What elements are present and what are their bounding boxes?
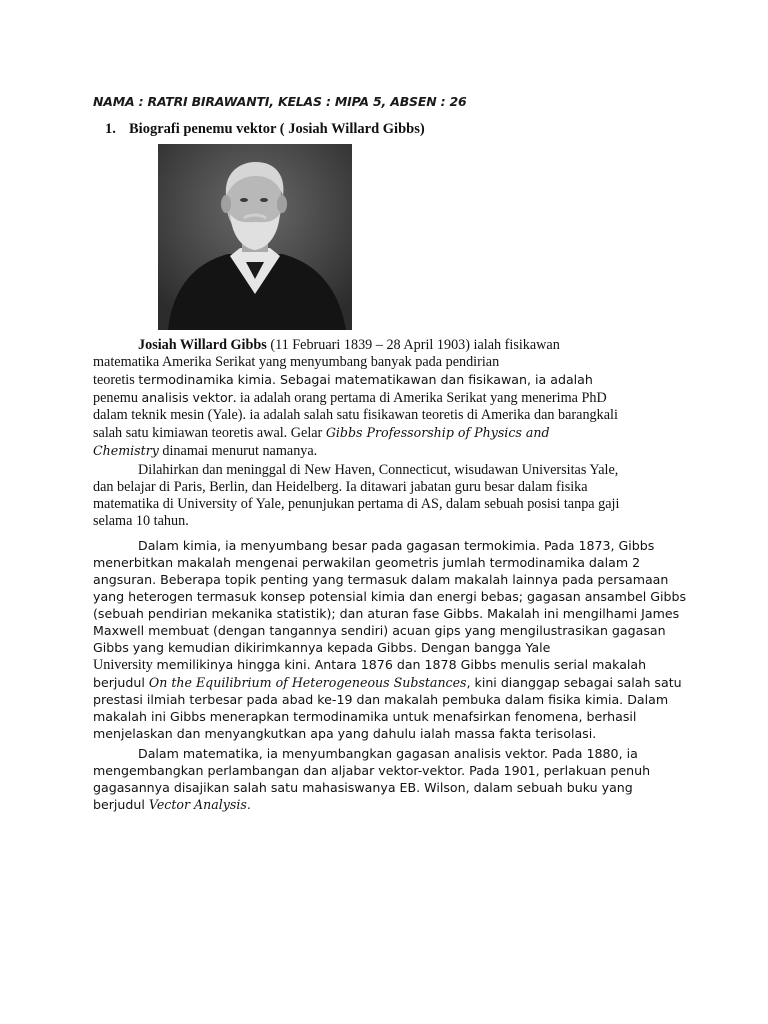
paragraph-3: Dalam kimia, ia menyumbang besar pada gagasan termokimia. Pada 1873, Gibbs menerbitkan makalah mengenai perwakilan geometris jumlah termodinamika dalam 2 angsuran. Beberapa topik penting yang termasuk dalam makalah lainnya pada persamaan yang heterogen termasuk konsep potensial kimia dan energi bebas; gagasan ansambel Gibbs (sebuah pendirian mekanika statistik); dan aturan fase Gibbs. Makalah ini mengilhami James Maxwell membuat (dengan tangannya sendiri) acuan gips yang mengilustrasikan gagasan Gibbs yang kemudian dikirimkannya kepada Gibbs. Dengan bangga Yale University memilikinya hingga kini. Antara 1876 dan 1878 Gibbs menulis serial makalah berjudul On the Equilibrium of Heterogeneous Substances, kini dianggap sebagai salah satu prestasi ilmiah terbesar pada abad ke-19 dan makalah pembuka dalam fisika kimia. Dalam makalah ini Gibbs menerapkan termodinamika untuk menafsirkan fenomena, berhasil menjelaskan dan menyangkutkan apa yang dahulu ialah massa fakta terisolasi.	[93, 538, 687, 741]
heading-text: Biografi penemu vektor ( Josiah Willard Gibbs)	[129, 121, 425, 137]
link-analisis-vektor: analisis vektor	[141, 390, 233, 405]
name-bold: Josiah Willard Gibbs	[138, 337, 267, 353]
paragraph-1: Josiah Willard Gibbs (11 Februari 1839 – 28 April 1903) ialah fisikawan matematika Amerika Serikat yang menyumbang banyak pada pendirian teoretis termodinamika kimia. Sebagai matematikawan dan fisikawan, ia adalah penemu analisis vektor. ia adalah orang pertama di Amerika Serikat yang menerima PhD dalam teknik mesin (Yale). ia adalah salah satu fisikawan teoretis di Amerika dan barangkali salah satu kimiawan teoretis awal. Gelar Gibbs Professorship of Physics and Chemistry dinamai menurut namanya.	[93, 337, 618, 459]
student-info-header: NAMA : RATRI BIRAWANTI, KELAS : MIPA 5, ABSEN : 26	[93, 94, 467, 109]
section-heading	[105, 121, 425, 138]
paragraph-2: Dilahirkan dan meninggal di New Haven, Connecticut, wisudawan Universitas Yale, dan belajar di Paris, Berlin, dan Heidelberg. Ia ditawari jabatan guru besar dalam fisika matematika di University of Yale, penunjukan pertama di AS, dalam sebuah posisi tanpa gaji selama 10 tahun.	[93, 462, 620, 529]
portrait-photo	[158, 144, 352, 330]
heading-number: 1.	[105, 121, 116, 137]
link-termodinamika-kimia: termodinamika kimia	[138, 372, 272, 387]
paragraph-4: Dalam matematika, ia menyumbangkan gagasan analisis vektor. Pada 1880, ia mengembangkan perlambangan dan aljabar vektor-vektor. Pada 1901, perlakuan penuh gagasannya disajikan salah satu mahasiswanya EB. Wilson, dalam sebuah buku yang berjudul Vector Analysis.	[93, 746, 651, 812]
